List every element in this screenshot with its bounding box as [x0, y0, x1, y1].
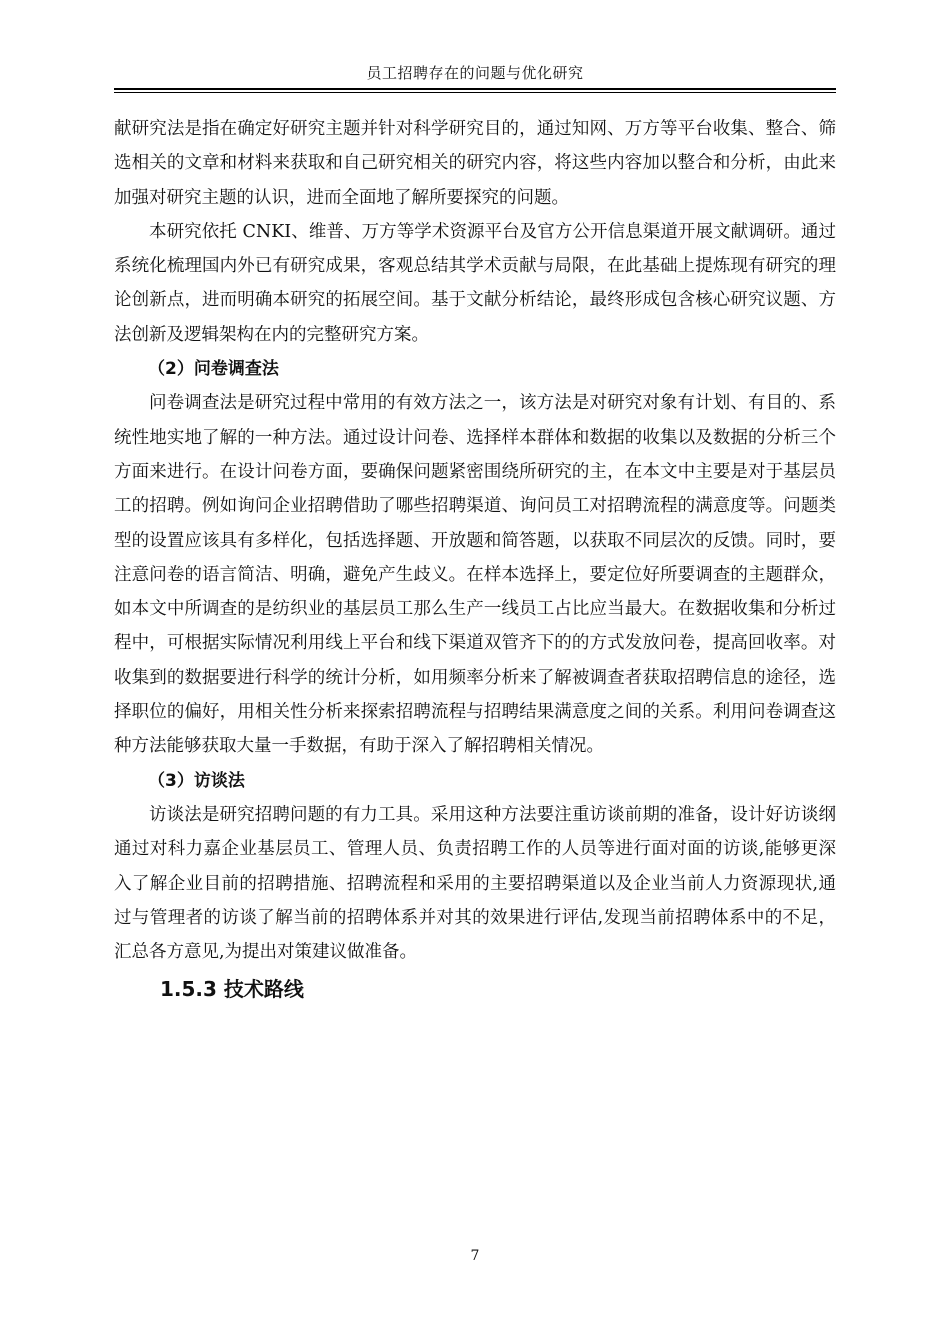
body-text — [114, 112, 836, 1007]
header-rule-thick — [114, 88, 836, 90]
paragraph-literature-sources: 本研究依托 CNKI、维普、万方等学术资源平台及官方公开信息渠道开展文献调研。通过系统化梳理国内外已有研究成果，客观总结其学术贡献与局限，在此基础上提炼现有研究的理论创新点，进而明确本研究的拓展空间。基于文献分析结论，最终形成包含核心研究议题、方法创新及逻辑架构在内的完整研究方案。 — [114, 221, 836, 345]
paragraph-literature-method-cont: 献研究法是指在确定好研究主题并针对科学研究目的，通过知网、万方等平台收集、整合、筛选相关的文章和材料来获取和自己研究相关的研究内容，将这些内容加以整合和分析，由此来加强对研究主题的认识，进而全面地了解所要探究的问题。 — [114, 119, 836, 208]
header-rule-thin — [114, 92, 836, 93]
subheading-interview: （3）访谈法 — [148, 770, 245, 791]
section-heading-technical-route: 1.5.3 技术路线 — [160, 977, 304, 1002]
subheading-questionnaire: （2）问卷调查法 — [148, 359, 279, 380]
running-header: 员工招聘存在的问题与优化研究 — [366, 64, 584, 82]
paragraph-questionnaire: 问卷调查法是研究过程中常用的有效方法之一，该方法是对研究对象有计划、有目的、系统性地实地了解的一种方法。通过设计问卷、选择样本群体和数据的收集以及数据的分析三个方面来进行。在设计问卷方面，要确保问题紧密围绕所研究的主，在本文中主要是对于基层员工的招聘。例如询问企业招聘借助了哪些招聘渠道、询问员工对招聘流程的满意度等。问题类型的设置应该具有多样化，包括选择题、开放题和简答题，以获取不同层次的反馈。同时，要注意问卷的语言简洁、明确，避免产生歧义。在样本选择上，要定位好所要调查的主题群众，如本文中所调查的是纺织业的基层员工那么生产一线员工占比应当最大。在数据收集和分析过程中，可根据实际情况利用线上平台和线下渠道双管齐下的的方式发放问卷，提高回收率。对收集到的数据要进行科学的统计分析，如用频率分析来了解被调查者获取招聘信息的途径，选择职位的偏好，用相关性分析来探索招聘流程与招聘结果满意度之间的关系。利用问卷调查这种方法能够获取大量一手数据，有助于深入了解招聘相关情况。 — [114, 393, 836, 757]
page-number: 7 — [470, 1248, 480, 1264]
paragraph-interview: 访谈法是研究招聘问题的有力工具。采用这种方法要注重访谈前期的准备，设计好访谈纲通过对科力嘉企业基层员工、管理人员、负责招聘工作的人员等进行面对面的访谈,能够更深入了解企业目前的招聘措施、招聘流程和采用的主要招聘渠道以及企业当前人力资源现状,通过与管理者的访谈了解当前的招聘体系并对其的效果进行评估,发现当前招聘体系中的不足，汇总各方意见,为提出对策建议做准备。 — [114, 804, 836, 963]
